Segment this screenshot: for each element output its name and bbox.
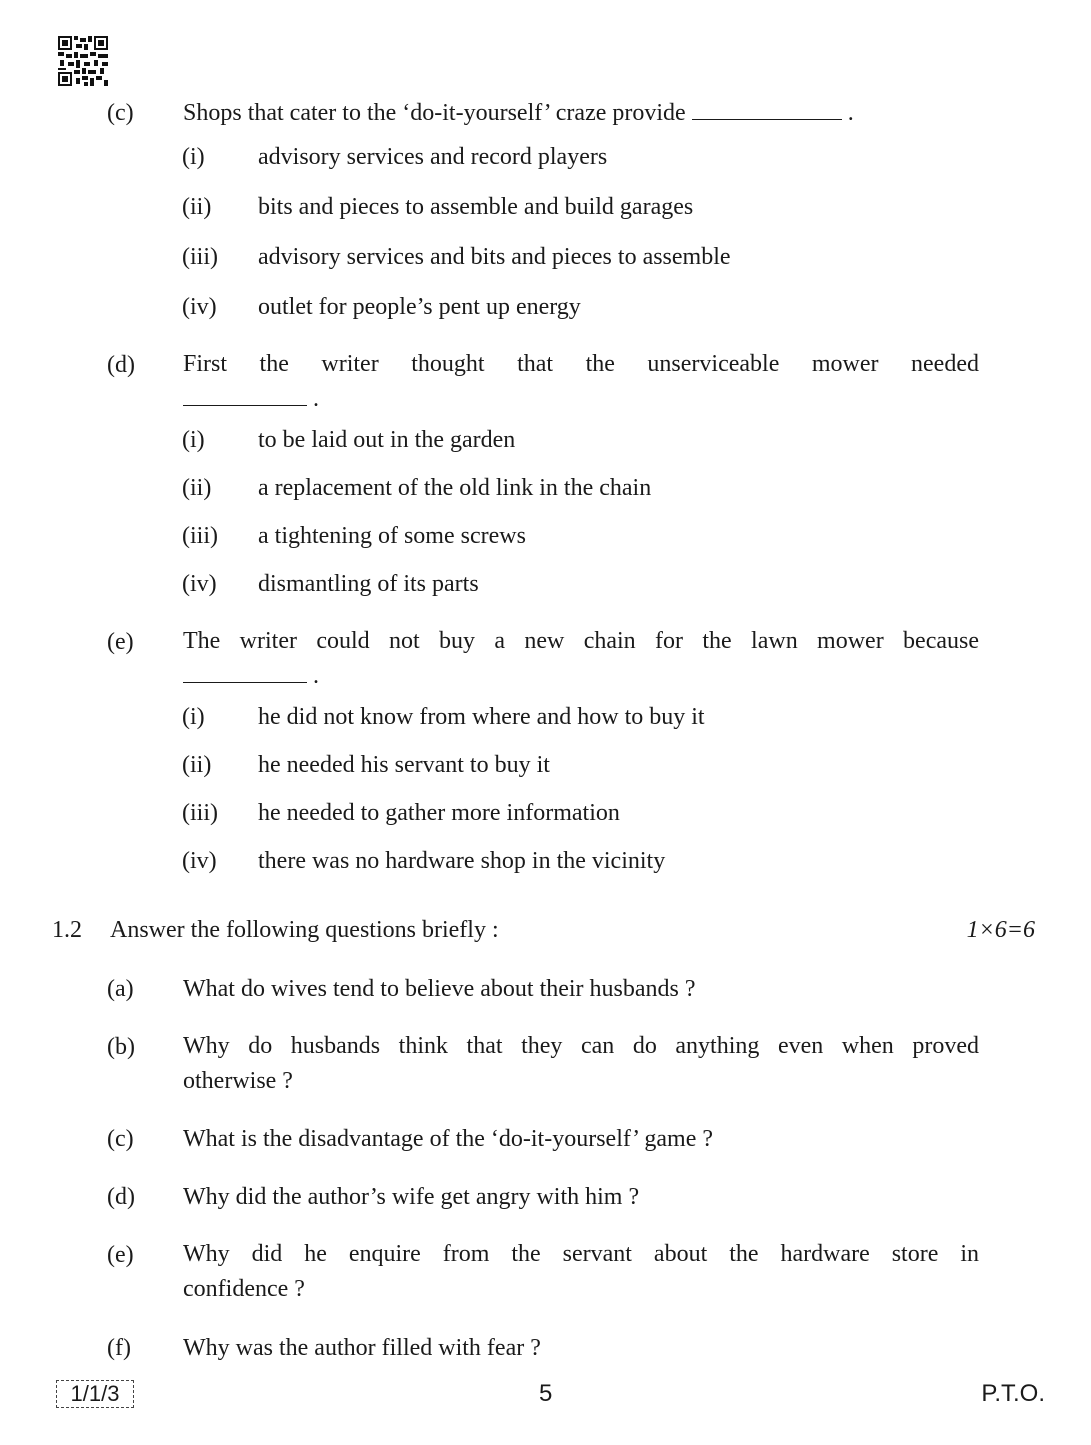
question-mark: (c) bbox=[107, 1126, 134, 1152]
option-mark: (iii) bbox=[182, 800, 218, 826]
option-text: he needed to gather more information bbox=[258, 800, 620, 826]
question-text: Why did he enquire from the servant about the hardware store in bbox=[183, 1241, 979, 1267]
option-mark: (iv) bbox=[182, 571, 217, 597]
question-mark: (e) bbox=[107, 1242, 134, 1268]
question-text-continued: confidence ? bbox=[183, 1276, 305, 1302]
option-mark: (ii) bbox=[182, 475, 212, 501]
option-mark: (iv) bbox=[182, 848, 217, 874]
question-text-continued: otherwise ? bbox=[183, 1068, 293, 1094]
question-mark: (d) bbox=[107, 1184, 135, 1210]
option-mark: (i) bbox=[182, 144, 205, 170]
option-text: advisory services and bits and pieces to assemble bbox=[258, 244, 731, 270]
question-stem: Shops that cater to the ‘do-it-yourself’ craze provide . bbox=[183, 100, 854, 126]
paper-code: 1/1/3 bbox=[56, 1380, 134, 1408]
option-mark: (iii) bbox=[182, 523, 218, 549]
option-text: advisory services and record players bbox=[258, 144, 608, 170]
option-mark: (ii) bbox=[182, 752, 212, 778]
answer-blank bbox=[692, 118, 842, 120]
question-mark: (f) bbox=[107, 1335, 131, 1361]
question-text: What do wives tend to believe about their husbands ? bbox=[183, 976, 696, 1002]
question-text: Why do husbands think that they can do anything even when proved bbox=[183, 1033, 979, 1059]
option-text: he did not know from where and how to buy it bbox=[258, 704, 705, 730]
question-text: What is the disadvantage of the ‘do-it-yourself’ game ? bbox=[183, 1126, 714, 1152]
option-mark: (i) bbox=[182, 704, 205, 730]
option-text: there was no hardware shop in the vicinity bbox=[258, 848, 666, 874]
section-number: 1.2 bbox=[52, 917, 82, 943]
section-title: Answer the following questions briefly : bbox=[110, 917, 499, 943]
question-stem: The writer could not buy a new chain for the lawn mower because bbox=[183, 628, 979, 654]
option-text: to be laid out in the garden bbox=[258, 427, 516, 453]
question-stem: First the writer thought that the unserviceable mower needed bbox=[183, 351, 979, 377]
answer-blank-line: . bbox=[183, 663, 319, 690]
option-text: bits and pieces to assemble and build garages bbox=[258, 194, 694, 220]
question-text: Why did the author’s wife get angry with him ? bbox=[183, 1184, 640, 1210]
option-text: dismantling of its parts bbox=[258, 571, 479, 597]
answer-blank bbox=[183, 404, 307, 406]
page-number: 5 bbox=[539, 1380, 553, 1407]
question-mark: (e) bbox=[107, 629, 134, 655]
question-mark: (a) bbox=[107, 976, 134, 1002]
option-text: a tightening of some screws bbox=[258, 523, 526, 549]
answer-blank-line: . bbox=[183, 386, 319, 413]
section-marks: 1×6=6 bbox=[966, 917, 1035, 943]
option-text: a replacement of the old link in the chain bbox=[258, 475, 652, 501]
question-mark: (c) bbox=[107, 100, 134, 126]
option-mark: (i) bbox=[182, 427, 205, 453]
option-mark: (iv) bbox=[182, 294, 217, 320]
option-mark: (ii) bbox=[182, 194, 212, 220]
option-text: outlet for people’s pent up energy bbox=[258, 294, 581, 320]
question-mark: (b) bbox=[107, 1034, 135, 1060]
option-mark: (iii) bbox=[182, 244, 218, 270]
answer-blank bbox=[183, 681, 307, 683]
pto-label: P.T.O. bbox=[981, 1380, 1045, 1407]
qr-code-icon bbox=[58, 36, 108, 86]
option-text: he needed his servant to buy it bbox=[258, 752, 550, 778]
question-text: Why was the author filled with fear ? bbox=[183, 1335, 541, 1361]
question-mark: (d) bbox=[107, 352, 135, 378]
